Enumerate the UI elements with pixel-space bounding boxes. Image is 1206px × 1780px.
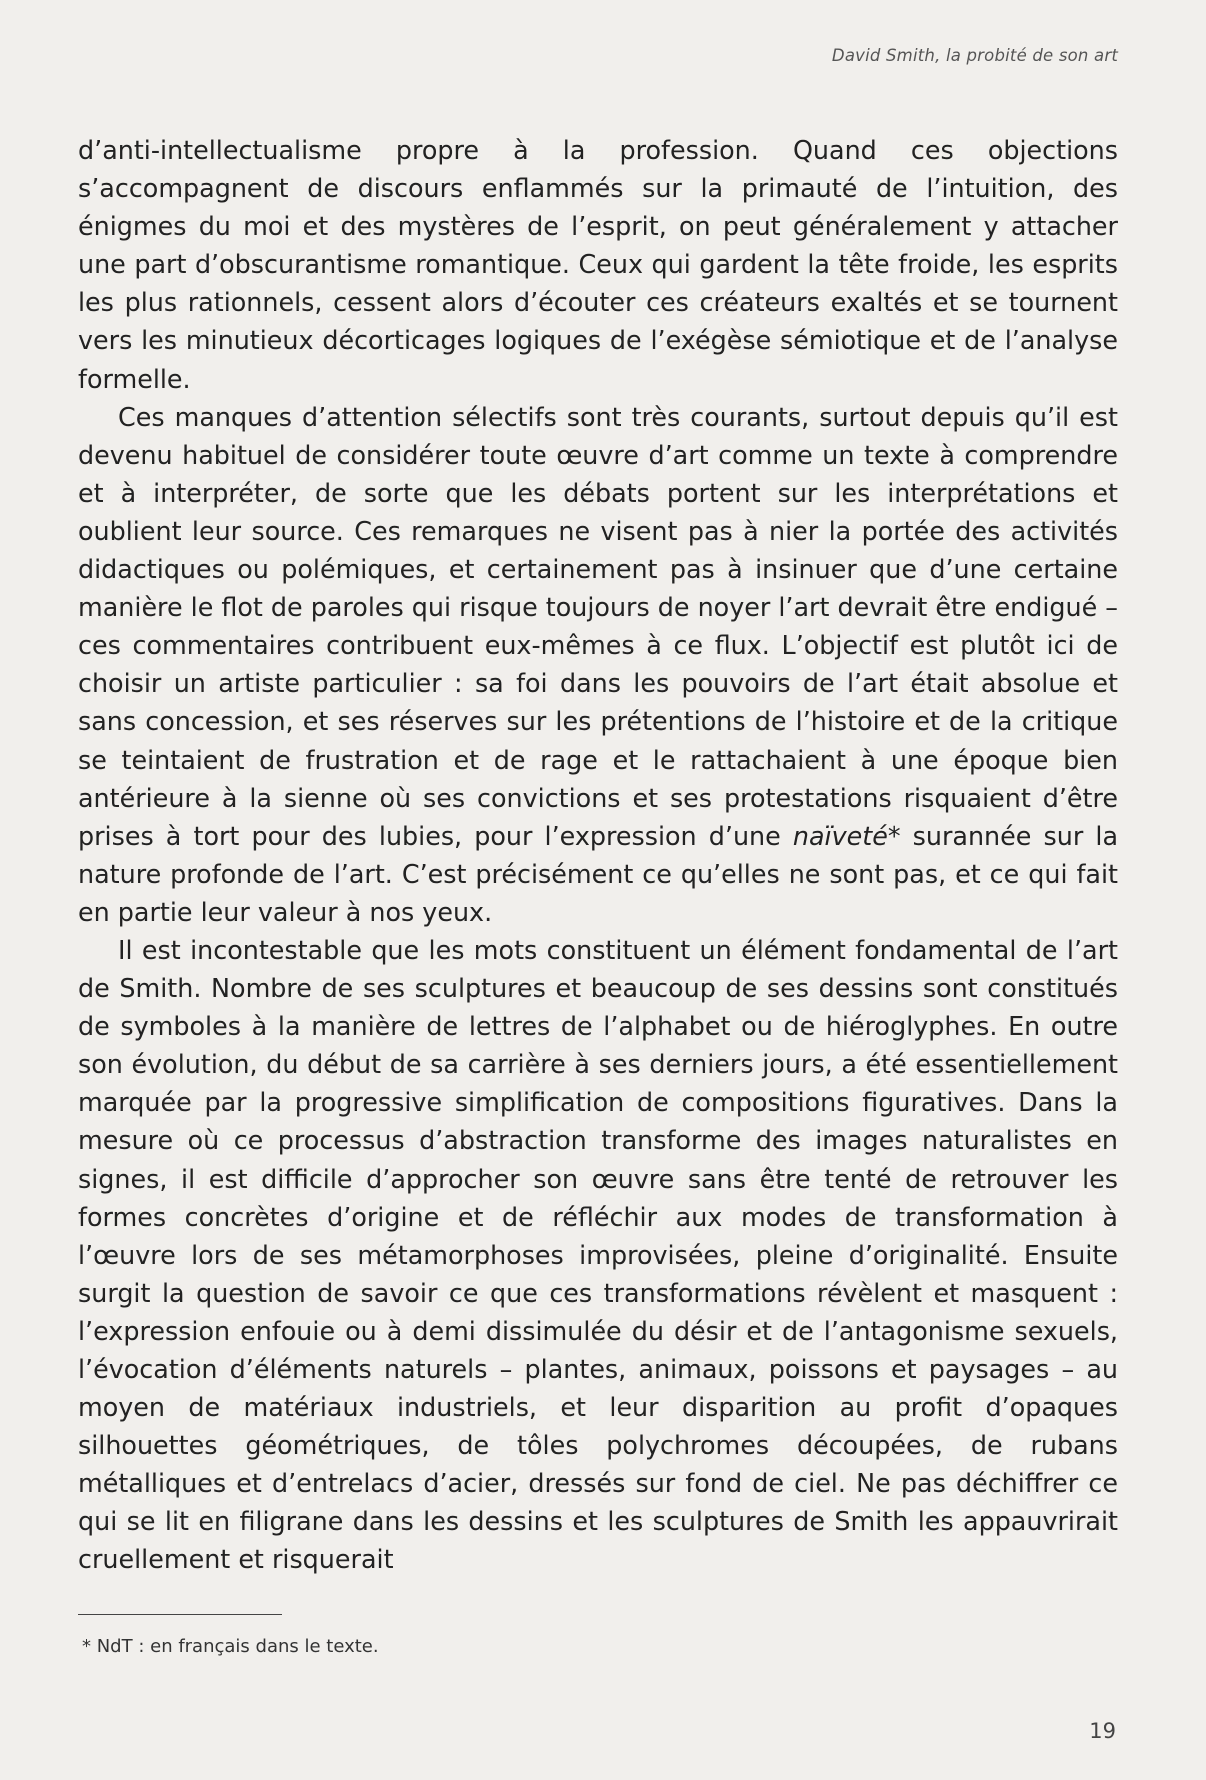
footnote-divider <box>78 1614 282 1615</box>
paragraph-text: Ces manques d’attention sélectifs sont très courants, surtout depuis qu’il est devenu habituel de considérer toute œuvre d’art comme un texte à comprendre et à interpréter, de sorte que les débats portent sur les interprétations et oublient leur source. Ces remarques ne visent pas à nier la portée des activités didactiques ou polémiques, et certainement pas à insinuer que d’une certaine manière le flot de paroles qui risque toujours de noyer l’art devrait être endigué – ces commentaires contribuent eux-mêmes à ce flux. L’objectif est plutôt ici de choisir un artiste particulier : sa foi dans les pouvoirs de l’art était absolue et sans concession, et ses réserves sur les prétentions de l’histoire et de la critique se teintaient de frustration et de rage et le rattachaient à une époque bien antérieure à la sienne où ses convictions et ses protestations risquaient d’être prises à tort pour des lubies, pour l’expression d’une <box>78 401 1118 851</box>
running-head: David Smith, la probité de son art <box>831 46 1118 65</box>
paragraph-text: Il est incontestable que les mots constituent un élément fondamental de l’art de Smith. Nombre de ses sculptures et beaucoup de ses dessins sont constitués de symboles à la manière de lettres de l’alphabet ou de hiéroglyphes. En outre son évolution, du début de sa carrière à ses derniers jours, a été essentiellement marquée par la progressive simplification de compositions figuratives. Dans la mesure où ce processus d’abstraction transforme des images naturalistes en signes, il est difficile d’approcher son œuvre sans être tenté de retrouver les formes concrètes d’origine et de réfléchir aux modes de transformation à l’œuvre lors de ses métamorphoses improvisées, pleine d’originalité. Ensuite surgit la question de savoir ce que ces transformations révèlent et masquent : l’expression enfouie ou à demi dissimulée du désir et de l’antagonisme sexuels, l’évocation d’éléments naturels – plantes, animaux, poissons et paysages – au moyen de matériaux industriels, et leur disparition au profit d’opaques silhouettes géométriques, de tôles polychromes découpées, de rubans métalliques et d’entrelacs d’acier, dressés sur fond de ciel. Ne pas déchiffrer ce qui se lit en filigrane dans les dessins et les sculptures de Smith les appauvrirait cruellement et risquerait <box>78 934 1118 1575</box>
paragraph-text: d’anti-intellectualisme propre à la profession. Quand ces objections s’accompagnent de discours enflammés sur la primauté de l’intuition, des énigmes du moi et des mystères de l’esprit, on peut généralement y attacher une part d’obscurantisme romantique. Ceux qui gardent la tête froide, les esprits les plus rationnels, cessent alors d’écouter ces créateurs exaltés et se tournent vers les minutieux décorticages logiques de l’exégèse sémiotique et de l’analyse formelle. <box>78 135 1118 394</box>
paragraph <box>78 398 1118 931</box>
page-number: 19 <box>1089 1719 1116 1743</box>
paragraph <box>78 131 1118 398</box>
body-text <box>78 131 1118 1579</box>
footnote: * NdT : en français dans le texte. <box>82 1636 379 1657</box>
italic-word: naïveté <box>792 820 888 851</box>
paragraph-text: * surannée sur la nature profonde de l’art. C’est précisément ce qu’elles ne sont pas, et ce qui fait en partie leur valeur à nos yeux. <box>78 820 1119 927</box>
paragraph <box>78 931 1118 1579</box>
